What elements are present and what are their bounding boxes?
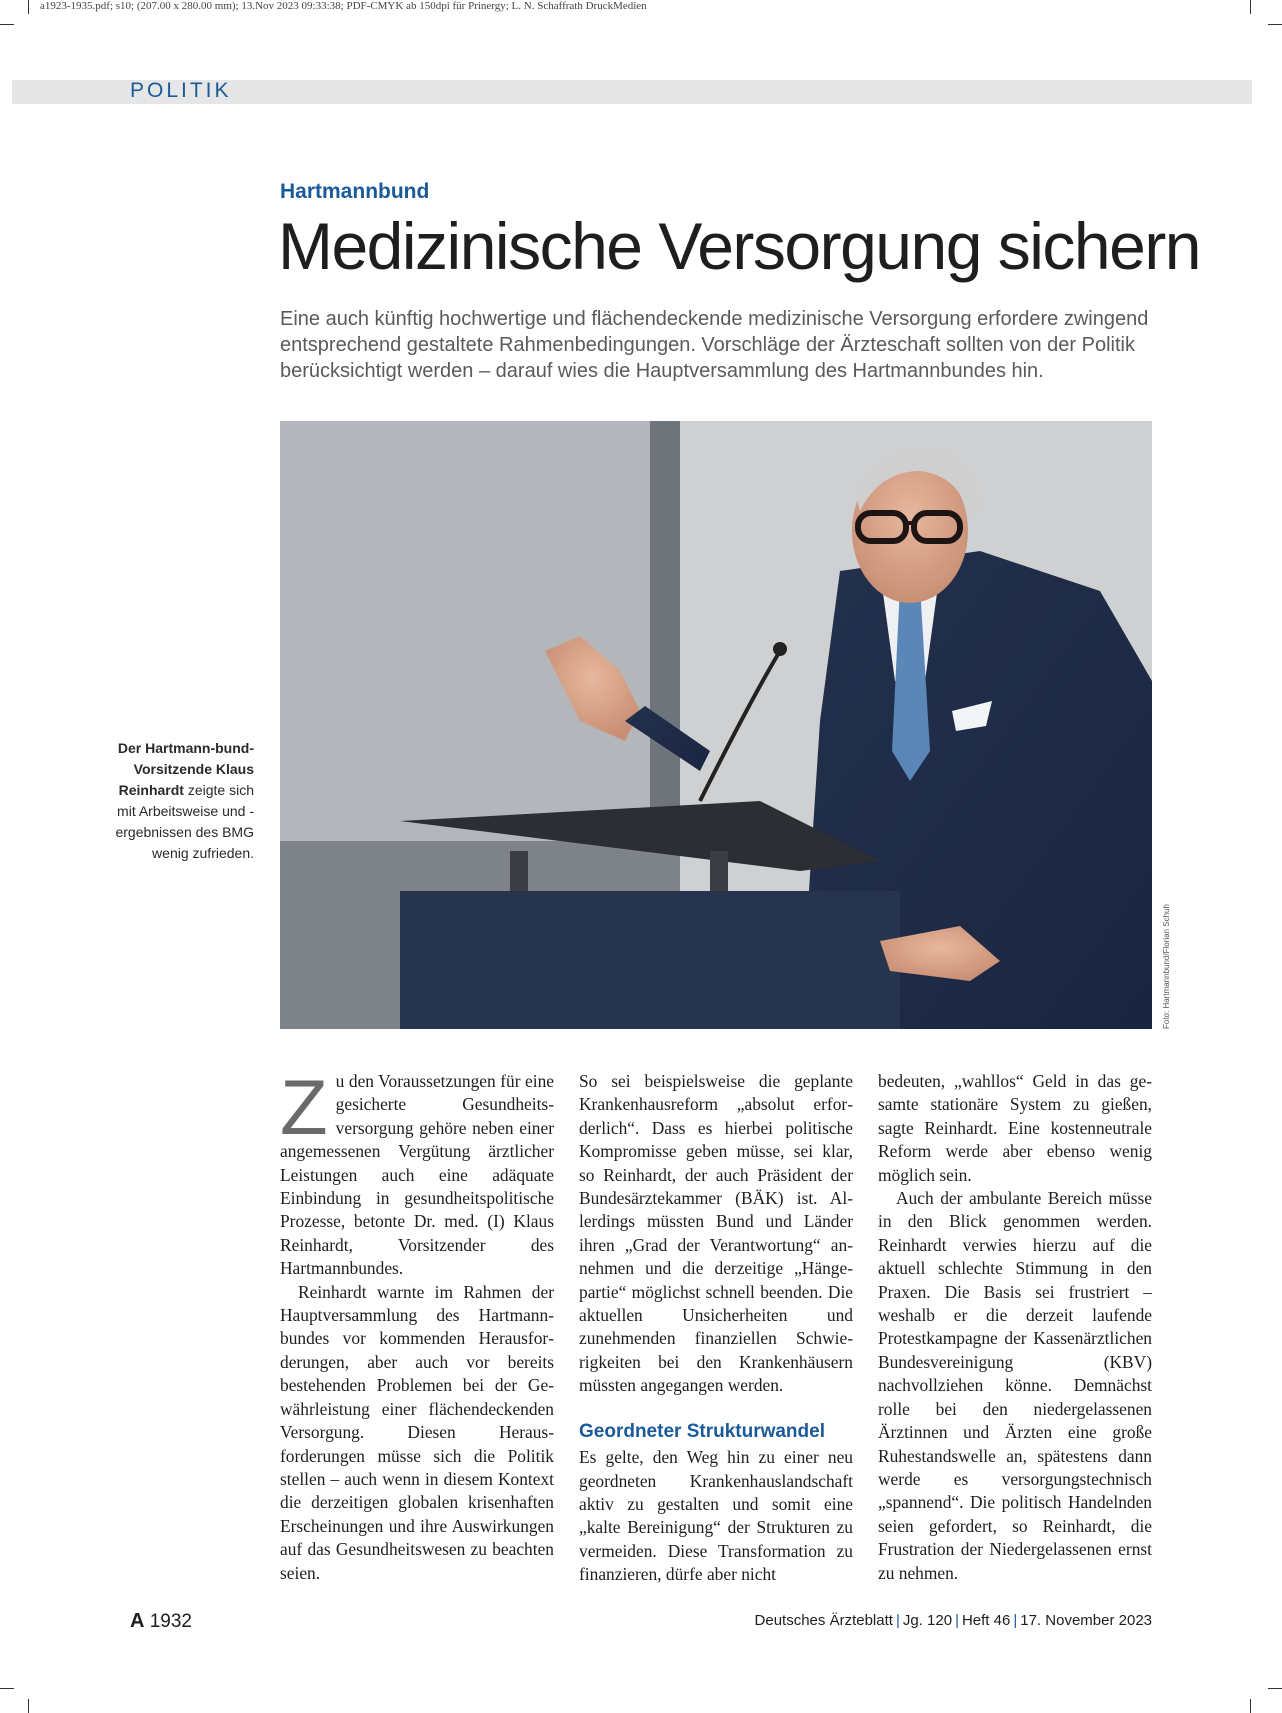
body-column-2 [579,1070,853,1587]
photo-caption [114,738,254,864]
journal-info [755,1612,1152,1629]
journal-issue: Heft 46 [961,1612,1011,1629]
paragraph: Auch der ambulante Bereich müsse in den Blick genommen werden. Reinhardt verwies hierzu auf die aktuell schlechte Stimmung in den Praxen. Die Basis sei frustriert – weshalb er die derzeit laufende Protestkampagne der Kassenärztlichen Bundesvereinigung (KBV) nachvollziehen könne. Demnächst rolle bei den niedergelassenen Ärztinnen und Ärzten eine große Ruhestandswelle an, spätestens dann werde es versorgungstechnisch „spannend“. Die politisch Handelnden seien gefordert, so Reinhardt, die Frustration der Niedergelassenen ernst zu nehmen. [878,1188,1152,1583]
body-column-3 [878,1070,1152,1585]
journal-date: 17. November 2023 [1020,1612,1152,1629]
paragraph: So sei beispielsweise die geplante Krankenhausreform „absolut erforderlich“. Dass es hierbei politische Kompromisse geben müsse, sei klar, so Reinhardt, der auch Präsident der Bundesärztekammer (BÄK) ist. Allerdings müssten Bund und Länder ihren „Grad der Verantwortung“ annehmen und die derzeitige „Hängepartie“ möglichst schnell beenden. Die aktuellen Unsicherheiten und zunehmenden finanziellen Schwierigkeiten bei den Krankenhäusern müssten angegangen werden. [579,1071,853,1396]
photo-speaker-at-lectern [280,421,1152,1029]
journal-volume: Jg. 120 [902,1612,953,1629]
crop-mark [1268,24,1282,25]
crop-mark [1250,1699,1251,1713]
separator: | [895,1612,900,1629]
paragraph: Es gelte, den Weg hin zu einer neu geordneten Krankenhauslandschaft aktiv zu gestalten und somit eine „kalte Bereinigung“ der Strukturen zu vermeiden. Diese Transformation zu finanzieren, dürfe aber nicht [579,1447,853,1585]
drop-cap: Z [280,1063,328,1151]
crop-mark [28,0,29,14]
crop-mark [1250,0,1251,14]
crop-mark [28,1699,29,1713]
article-headline: Medizinische Versorgung sichern [278,209,1201,283]
body-column-1 [280,1063,554,1585]
crop-mark [0,1688,14,1689]
photo-credit: Foto: Hartmannbund/Florian Schuh [1162,904,1171,1029]
printer-slug: a1923-1935.pdf; s10; (207.00 x 280.00 mm); 13.Nov 2023 09:33:38; PDF-CMYK ab 150dpi für Prinergy; L. N. Schaffrath DruckMedien [40,0,647,12]
article-lead: Eine auch künftig hochwertige und flächendeckende medizinische Versorgung erfordere zwingend entsprechend gestaltete Rahmenbedingungen. Vorschläge der Ärzteschaft sollten von der Politik berücksichtigt werden – darauf wies die Hauptversammlung des Hartmannbundes hin. [280,308,1149,382]
paragraph: bedeuten, „wahllos“ Geld in das gesamte stationäre System zu gießen, sagte Reinhardt. Eine kostenneutrale Reform werde aber ebenso wenig möglich sein. [878,1071,1152,1185]
journal-name: Deutsches Ärzteblatt [754,1612,893,1629]
article-photo [280,421,1152,1029]
page-number [130,1610,192,1633]
page-number-value: 1932 [149,1611,193,1632]
crop-mark [1268,1688,1282,1689]
article-kicker: Hartmannbund [280,180,430,203]
section-label: POLITIK [130,79,232,102]
paragraph: Reinhardt warnte im Rahmen der Hauptversammlung des Hartmannbundes vor kommenden Herausforderungen, aber auch vor bereits bestehenden Problemen bei der Gewährleistung einer flächendeckenden Versorgung. Diesen Herausforderungen müsse sich die Politik stellen – auch wenn in diesem Kontext die derzeitigen globalen krisenhaften Erscheinungen und ihre Auswirkungen auf das Gesundheitswesen zu beachten seien. [280,1281,554,1583]
paragraph [280,1063,554,1281]
subheading: Geordneter Strukturwandel [579,1420,825,1442]
caption-text: zeigte sich mit Arbeitsweise und -ergebnissen des BMG wenig zufrieden. [115,782,254,861]
separator: | [955,1612,959,1629]
paragraph-text: u den Voraussetzungen für eine gesicherte Gesundheitsversorgung gehöre neben einer angemessenen Vergütung ärztlicher Leistungen auch eine adäquate Einbindung in gesundheitspolitische Prozesse, betonte Dr. med. (I) Klaus Reinhardt, Vorsitzender des Hartmannbundes. [280,1071,554,1279]
caption-bold: Der Hartmann-bund-Vorsitzende Klaus Reinhardt [117,740,254,798]
page-prefix: A [130,1610,145,1632]
crop-mark [0,24,14,25]
separator: | [1013,1612,1018,1629]
